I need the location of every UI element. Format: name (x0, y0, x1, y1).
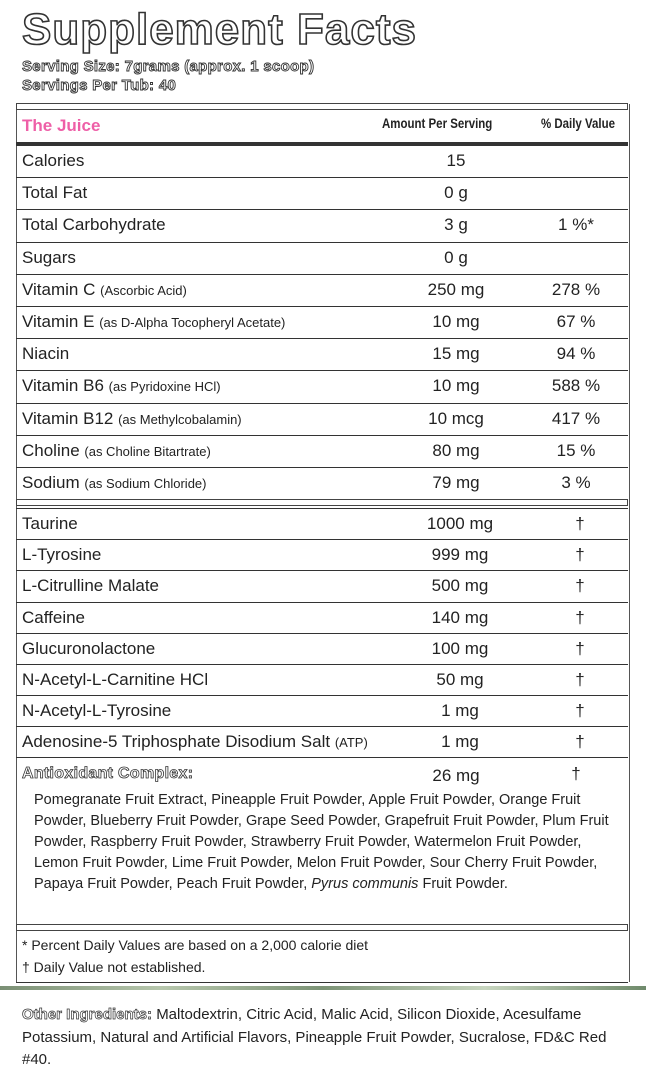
other-ingredients-text: Maltodextrin, Citric Acid, Malic Acid, Silicon Dioxide, Acesulfame Potassium, Natural and Artificial Flavors, Pineapple Fruit Powder, Sucralose, FD&C Red #40. (22, 1006, 607, 1068)
ingredient-row (16, 695, 628, 726)
row-name (22, 151, 84, 171)
row-amount: 15 (446, 151, 466, 170)
row-name-text: Glucuronolactone (22, 638, 156, 658)
row-name-text: Sugars (22, 247, 76, 267)
row-daily-value: 67 % (556, 312, 596, 331)
serving-size: Serving Size: 7grams (approx. 1 scoop) (22, 58, 315, 75)
row-name-sub: (as D-Alpha Tocopheryl Acetate) (99, 315, 286, 330)
row-name-text: L-Citrulline Malate (22, 576, 159, 596)
row-daily-value: 15 % (556, 440, 596, 460)
antioxidant-amount: 26 mg (432, 766, 480, 785)
row-name-text: L-Tyrosine (22, 545, 102, 565)
ingredient-row (16, 664, 628, 695)
row-name (22, 280, 187, 300)
row-name-sub: (Ascorbic Acid) (100, 282, 187, 298)
row-daily-value: † (575, 732, 585, 752)
row-name (22, 639, 155, 659)
row-amount: 50 mg (436, 670, 484, 689)
nutrient-row (16, 338, 628, 369)
row-name-text: Vitamin C (22, 279, 96, 299)
nutrient-row (16, 209, 628, 240)
nutrient-row (16, 467, 628, 498)
row-amount: 10 mg (432, 312, 480, 331)
row-name-text: Choline (22, 440, 80, 460)
ingredient-row (16, 570, 628, 601)
nutrient-row (16, 274, 628, 305)
row-name (22, 514, 78, 534)
daily-value-column-header: % Daily Value (541, 116, 615, 131)
row-name-text: Niacin (22, 344, 70, 364)
row-name-text: Vitamin B12 (22, 408, 114, 428)
row-name-text: Caffeine (22, 607, 86, 627)
row-name (22, 576, 159, 596)
row-name-text: Sodium (22, 473, 80, 492)
row-name (22, 732, 368, 752)
row-name-text: Total Carbohydrate (22, 215, 166, 235)
row-amount: 15 mg (432, 344, 480, 364)
row-name (22, 545, 101, 565)
row-name-sub: (as Methylcobalamin) (118, 411, 242, 427)
row-name (22, 409, 242, 429)
panel-bottom-border (16, 982, 628, 983)
section-name: The Juice (22, 116, 101, 135)
row-name-sub: (as Sodium Chloride) (84, 476, 207, 491)
bottom-thick-divider (16, 924, 628, 931)
row-daily-value: † (575, 514, 585, 533)
amount-column-header: Amount Per Serving (382, 116, 493, 131)
row-amount: 1 mg (441, 732, 479, 752)
top-thick-divider (16, 103, 628, 110)
antioxidant-list-italic: Pyrus communis (311, 876, 419, 892)
antioxidant-list-main: Pomegranate Fruit Extract, Pineapple Fruit Powder, Apple Fruit Powder, Orange Fruit Powder, Blueberry Fruit Powder, Grape Seed Powder, Grapefruit Fruit Powder, Plum Fruit Powder, Raspberry Fruit Powder, Strawberry Fruit Powder, Watermelon Fruit Powder, Lemon Fruit Powder, Lime Fruit Powder, Melon Fruit Powder, Sour Cherry Fruit Powder, Papaya Fruit Powder, Peach Fruit Powder, (34, 792, 609, 892)
antioxidant-divider (16, 757, 628, 758)
other-ingredients-label: Other Ingredients: (22, 1006, 153, 1023)
row-name-text: Adenosine-5 Triphosphate Disodium Salt (22, 732, 331, 752)
row-daily-value: † (575, 638, 585, 658)
nutrient-row (16, 435, 628, 466)
row-name-sub: (ATP) (334, 735, 368, 751)
row-name (22, 344, 69, 364)
row-name (22, 376, 221, 396)
row-amount: 0 g (444, 247, 468, 267)
row-name (22, 183, 87, 203)
decorative-green-band (0, 986, 646, 990)
row-amount: 999 mg (431, 545, 489, 565)
row-daily-value: † (575, 670, 585, 689)
row-name-text: Vitamin B6 (22, 376, 104, 396)
row-amount: 1000 mg (426, 514, 494, 533)
row-name-text: Calories (22, 151, 85, 170)
row-daily-value: † (575, 545, 585, 565)
row-amount: 100 mg (431, 638, 489, 658)
row-amount: 10 mg (432, 376, 480, 396)
ingredient-row (16, 602, 628, 633)
row-name (22, 248, 76, 268)
row-daily-value: 94 % (556, 344, 596, 364)
row-name-sub: (as Choline Bitartrate) (84, 443, 211, 459)
row-name (22, 473, 206, 493)
supplement-facts-title: Supplement Facts (22, 5, 417, 54)
ingredient-row (16, 633, 628, 664)
antioxidant-daily-value: † (571, 764, 581, 783)
row-name (22, 441, 211, 461)
other-ingredients (22, 1004, 632, 1072)
row-daily-value: 417 % (551, 408, 601, 428)
row-name (22, 701, 171, 721)
nutrient-row (16, 370, 628, 401)
row-daily-value: † (575, 576, 585, 596)
row-amount: 500 mg (431, 576, 489, 596)
row-name (22, 215, 166, 235)
row-amount: 79 mg (432, 473, 480, 492)
row-daily-value: † (575, 701, 585, 721)
ingredient-row (16, 508, 628, 539)
row-daily-value: 278 % (551, 279, 601, 299)
nutrient-row (16, 145, 628, 176)
row-daily-value: 3 % (561, 473, 591, 492)
row-daily-value: † (575, 607, 585, 627)
row-amount: 3 g (444, 215, 468, 235)
nutrient-row (16, 177, 628, 208)
row-amount: 0 g (444, 183, 468, 203)
row-amount: 80 mg (432, 440, 480, 460)
nutrient-row (16, 306, 628, 337)
antioxidant-list-end: Fruit Powder. (422, 876, 508, 892)
row-name-text: Vitamin E (22, 312, 95, 331)
row-daily-value: 588 % (551, 376, 601, 396)
row-name-text: Total Fat (22, 183, 88, 203)
row-name (22, 670, 208, 690)
ingredient-row (16, 726, 628, 757)
row-name-text: Taurine (22, 514, 78, 533)
antioxidant-list (34, 790, 624, 895)
nutrient-row (16, 403, 628, 434)
row-amount: 250 mg (427, 279, 485, 299)
servings-per-tub: Servings Per Tub: 40 (22, 77, 177, 94)
row-name-text: N-Acetyl-L-Tyrosine (22, 701, 172, 721)
ingredient-row (16, 539, 628, 570)
row-amount: 140 mg (431, 607, 489, 627)
mid-thick-divider (16, 499, 628, 506)
footnote-not-established: † Daily Value not established. (22, 959, 206, 975)
footnote-daily-values: * Percent Daily Values are based on a 2,000 calorie diet (22, 937, 369, 953)
antioxidant-title: Antioxidant Complex: (22, 765, 194, 782)
row-amount: 1 mg (441, 701, 479, 721)
row-name (22, 312, 285, 332)
row-name-text: N-Acetyl-L-Carnitine HCl (22, 670, 209, 689)
nutrient-row (16, 242, 628, 273)
row-name-sub: (as Pyridoxine HCl) (108, 379, 221, 395)
row-daily-value: 1 %* (558, 215, 594, 235)
row-amount: 10 mcg (428, 408, 484, 428)
row-name (22, 608, 85, 628)
